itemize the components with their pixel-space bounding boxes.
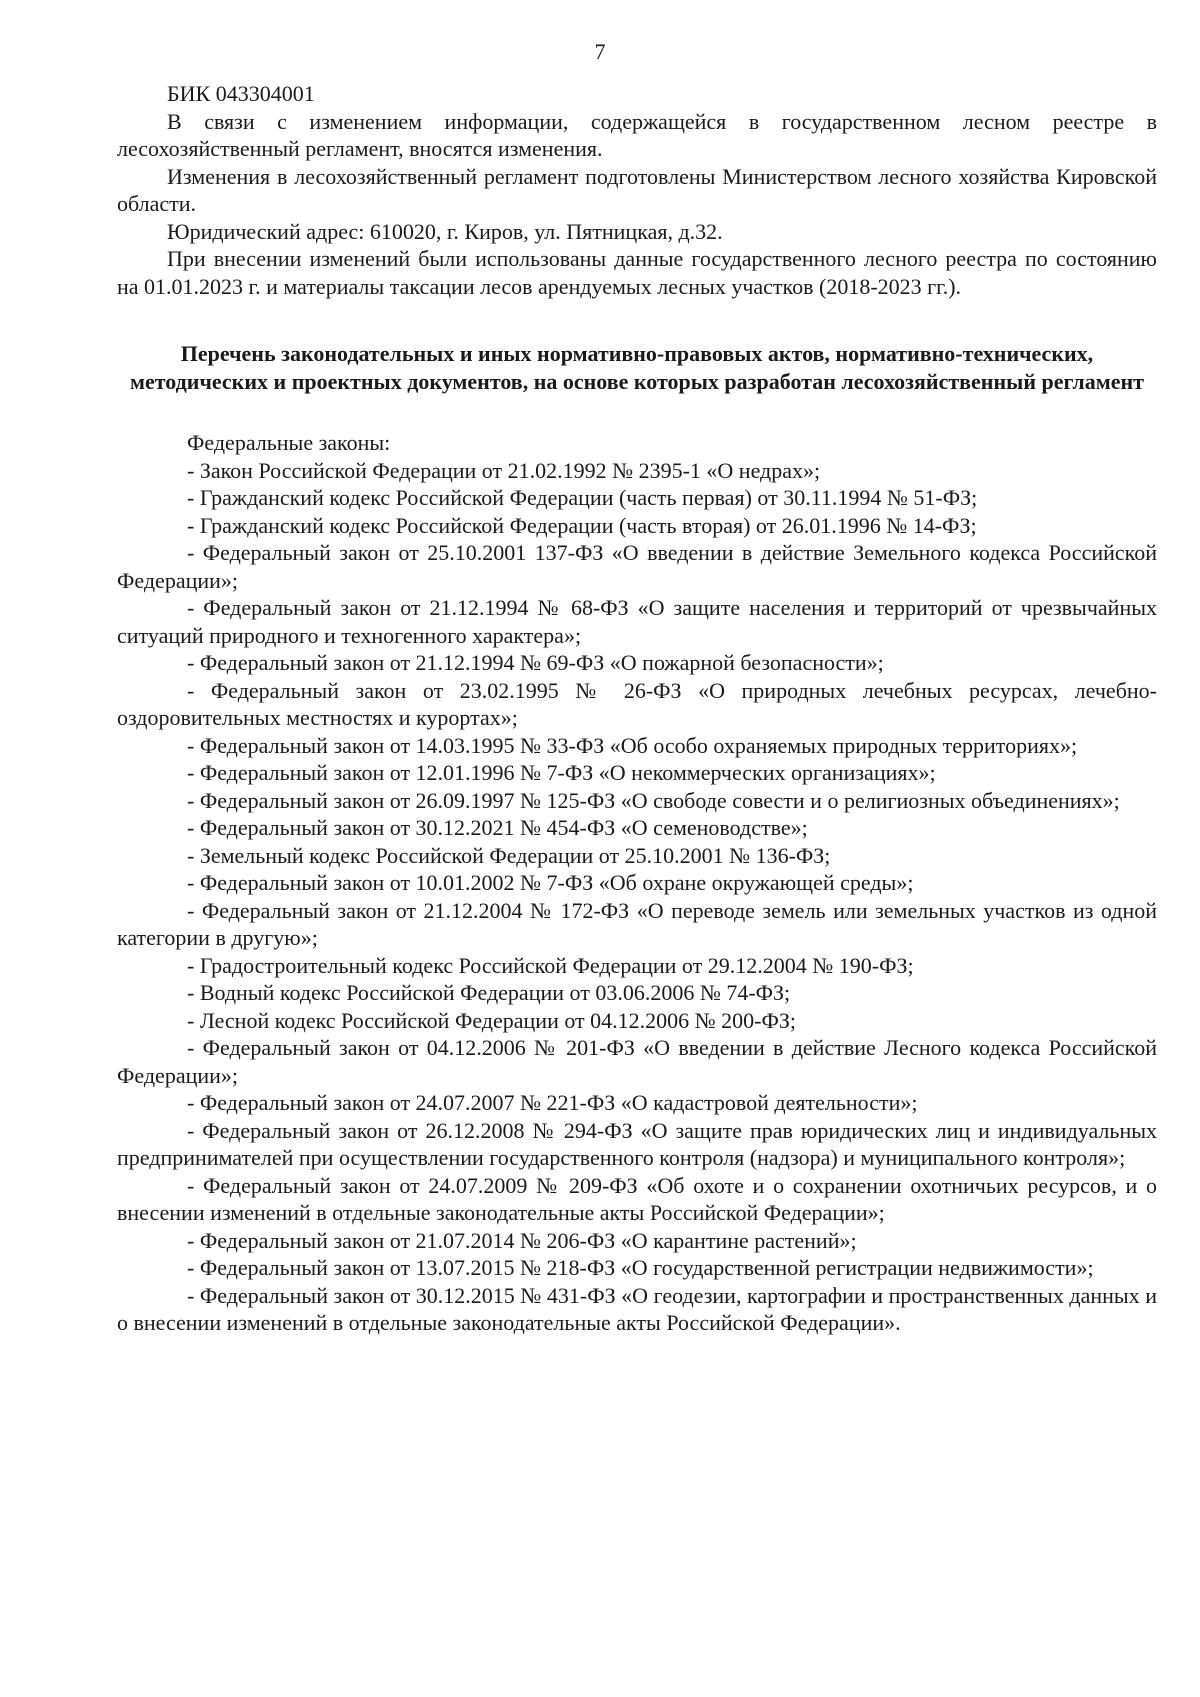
law-item: - Федеральный закон от 12.01.1996 № 7-ФЗ «О некоммерческих организациях»; — [187, 760, 936, 785]
law-item: - Федеральный закон от 24.07.2009 № 209-ФЗ «Об охоте и о сохранении охотничьих ресурсов, и о внесении изменений в отдельные законодательные акты Российской Федерации»; — [117, 1172, 1157, 1225]
law-item: - Федеральный закон от 26.12.2008 № 294-ФЗ «О защите прав юридических лиц и индивидуальных предпринимателей при осуществлении государственного контроля (надзора) и муниципального контроля»; — [117, 1117, 1157, 1170]
law-item: - Федеральный закон от 21.07.2014 № 206-ФЗ «О карантине растений»; — [187, 1227, 857, 1253]
intro-paragraph-prepared-by: Изменения в лесохозяйственный регламент подготовлены Министерством лесного хозяйства Кировской области. — [117, 163, 1157, 216]
law-item: - Градостроительный кодекс Российской Федерации от 29.12.2004 № 190-ФЗ; — [187, 952, 914, 978]
law-item: - Лесной кодекс Российской Федерации от 04.12.2006 № 200-ФЗ; — [187, 1007, 796, 1033]
law-item: - Федеральный закон от 21.12.2004 № 172-ФЗ «О переводе земель или земельных участков из одной категории в другую»; — [117, 897, 1157, 950]
law-item: - Федеральный закон от 30.12.2015 № 431-ФЗ «О геодезии, картографии и пространственных данных и о внесении изменений в отдельные законодательные акты Российской Федерации». — [117, 1282, 1157, 1335]
intro-paragraph-data-sources: При внесении изменений были использованы данные государственного лесного реестра по состоянию на 01.01.2023 г. и материалы таксации лесов арендуемых лесных участков (2018-2023 гг.). — [117, 246, 1157, 299]
law-item: - Гражданский кодекс Российской Федерации (часть вторая) от 26.01.1996 № 14-ФЗ; — [187, 512, 977, 538]
page-number: 7 — [594, 39, 606, 64]
law-item: - Федеральный закон от 30.12.2021 № 454-ФЗ «О семеноводстве»; — [187, 815, 808, 840]
law-item: - Федеральный закон от 10.01.2002 № 7-ФЗ «Об охране окружающей среды»; — [187, 870, 914, 895]
law-item: - Водный кодекс Российской Федерации от 03.06.2006 № 74-ФЗ; — [187, 980, 791, 1005]
federal-laws-list — [117, 457, 1157, 1337]
law-item: - Федеральный закон от 23.02.1995 № 26-ФЗ «О природных лечебных ресурсах, лечебно-оздоровительных местностях и курортах»; — [117, 677, 1157, 730]
law-item: - Федеральный закон от 14.03.1995 № 33-ФЗ «Об особо охраняемых природных территориях»; — [187, 732, 1078, 758]
law-item: - Федеральный закон от 21.12.1994 № 68-ФЗ «О защите населения и территорий от чрезвычайных ситуаций природного и техногенного характера»; — [117, 595, 1157, 648]
intro-paragraph-changes: В связи с изменением информации, содержащейся в государственном лесном реестре в лесохозяйственный регламент, вносятся изменения. — [117, 108, 1157, 161]
law-item: - Федеральный закон от 21.12.1994 № 69-ФЗ «О пожарной безопасности»; — [187, 650, 884, 675]
law-item: - Федеральный закон от 24.07.2007 № 221-ФЗ «О кадастровой деятельности»; — [187, 1090, 918, 1115]
section-heading: Перечень законодательных и иных нормативно-правовых актов, нормативно-технических, методических и проектных документов, на основе которых разработан лесохозяйственный регламент — [130, 341, 1144, 394]
intro-paragraph-address: Юридический адрес: 610020, г. Киров, ул. Пятницкая, д.32. — [167, 218, 723, 244]
law-item: - Гражданский кодекс Российской Федерации (часть первая) от 30.11.1994 № 51-ФЗ; — [187, 485, 978, 510]
law-item: - Федеральный закон от 13.07.2015 № 218-ФЗ «О государственной регистрации недвижимости»; — [187, 1255, 1094, 1280]
law-item: - Федеральный закон от 04.12.2006 № 201-ФЗ «О введении в действие Лесного кодекса Российской Федерации»; — [117, 1035, 1157, 1088]
law-item: - Земельный кодекс Российской Федерации от 25.10.2001 № 136-ФЗ; — [187, 842, 831, 868]
page-content — [117, 80, 1157, 1337]
law-item: - Федеральный закон от 25.10.2001 137-ФЗ «О введении в действие Земельного кодекса Российской Федерации»; — [117, 540, 1157, 593]
federal-laws-title: Федеральные законы: — [187, 430, 391, 455]
bik-line: БИК 043304001 — [167, 81, 315, 106]
law-item: - Закон Российской Федерации от 21.02.1992 № 2395-1 «О недрах»; — [187, 457, 821, 483]
law-item: - Федеральный закон от 26.09.1997 № 125-ФЗ «О свободе совести и о религиозных объединениях»; — [187, 787, 1120, 813]
